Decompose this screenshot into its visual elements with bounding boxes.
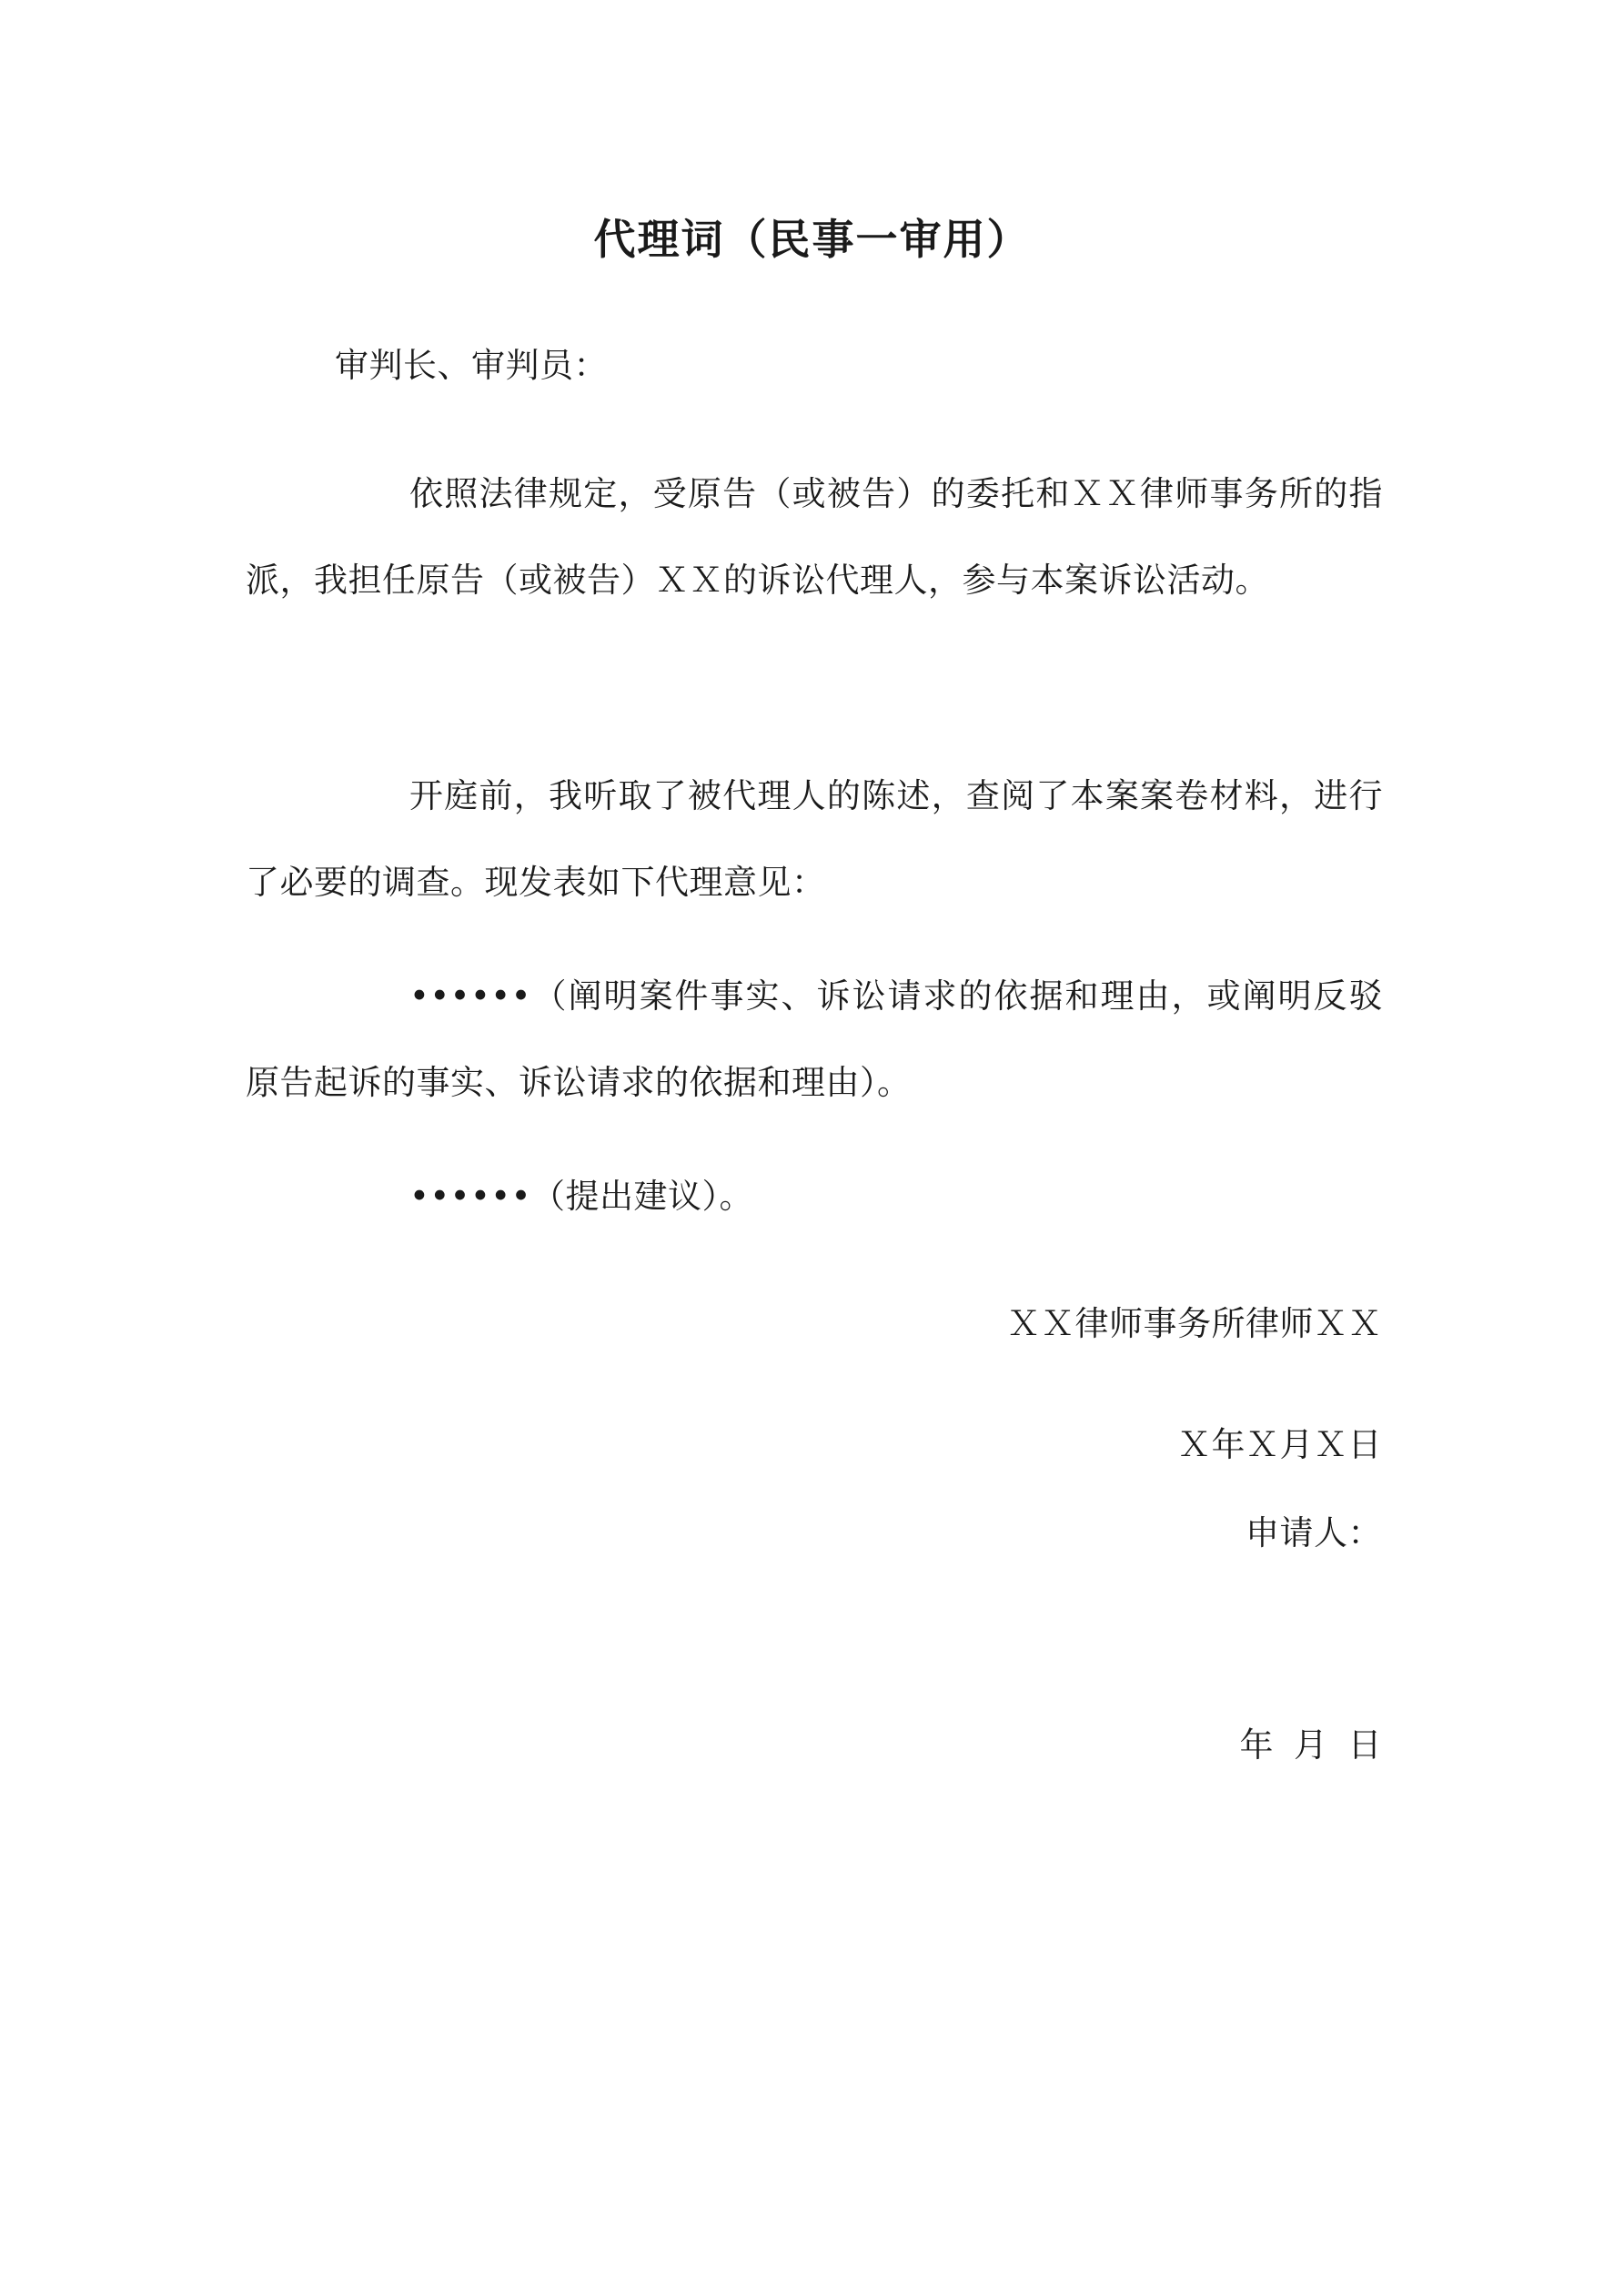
document-title: 代理词（民事一审用） <box>593 215 1031 264</box>
blank-date-day: 日 <box>1347 1725 1382 1765</box>
blank-date-month: 月 <box>1294 1725 1328 1765</box>
salutation: 审判长、审判员： <box>335 346 608 385</box>
applicant-label: 申请人： <box>1246 1513 1382 1553</box>
blank-date <box>1240 1714 1383 1777</box>
blank-date-year: 年 <box>1239 1725 1274 1765</box>
signature-date: Ｘ年Ｘ月Ｘ日 <box>1177 1425 1382 1464</box>
paragraph-preparation: 开庭前，我听取了被代理人的陈述，查阅了本案案卷材料，进行了必要的调查。现发表如下代理意见： <box>246 776 1383 902</box>
signature-firm-lawyer: ＸＸ律师事务所律师ＸＸ <box>1006 1304 1382 1343</box>
paragraph-suggestion: ••••••（提出建议）。 <box>409 1177 753 1216</box>
paragraph-engagement: 依照法律规定，受原告（或被告）的委托和ＸＸ律师事务所的指派，我担任原告（或被告）ＸＸ的诉讼代理人，参与本案诉讼活动。 <box>246 474 1383 600</box>
paragraph-opinion: ••••••（阐明案件事实、诉讼请求的依据和理由，或阐明反驳原告起诉的事实、诉讼请求的依据和理由）。 <box>246 976 1383 1102</box>
